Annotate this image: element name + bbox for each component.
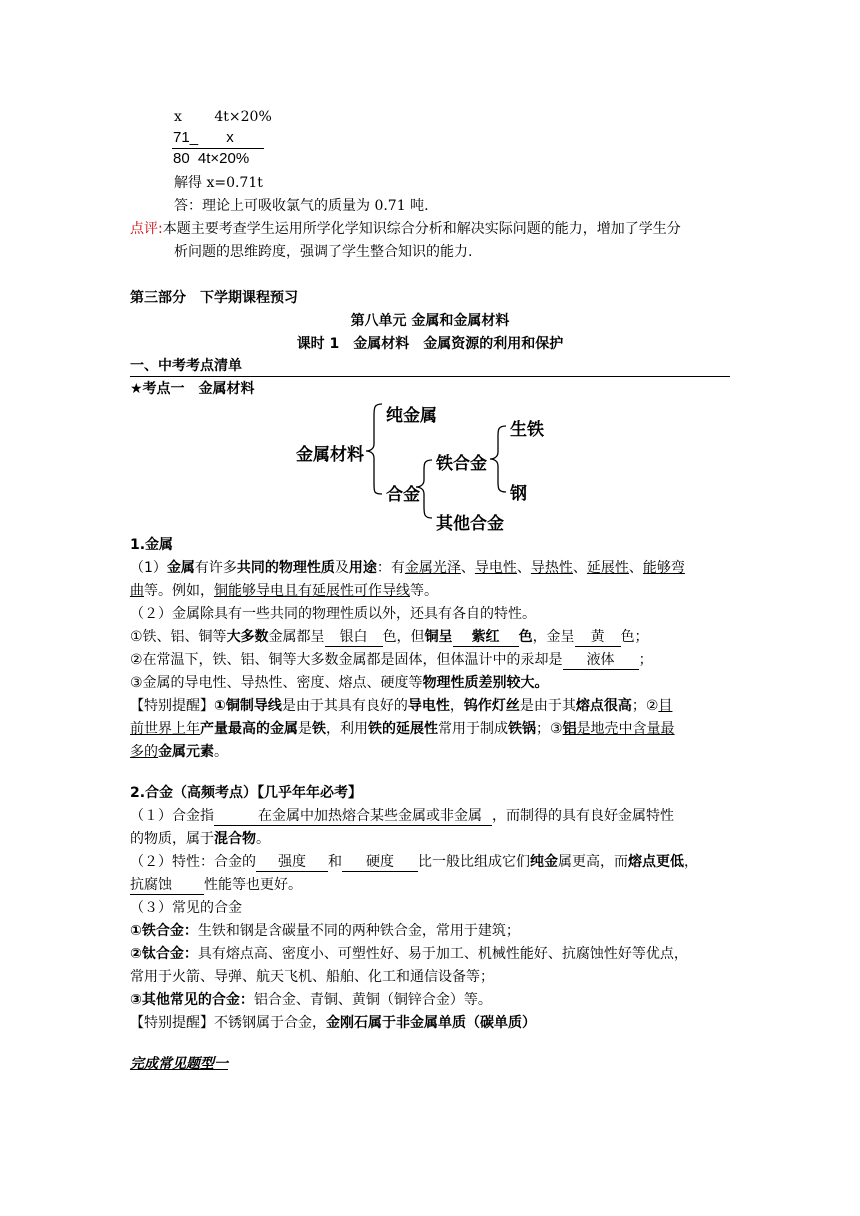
fraction-num-2: x — [226, 129, 234, 146]
alloy-p6: ③其他常见的合金：铝合金、青铜、黄铜（铜锌合金）等。 — [130, 992, 492, 1008]
metal-heading: 1.金属 — [130, 537, 174, 553]
metal-p3: ①铁、铝、铜等大多数金属都呈 银白 色，但铜呈 紫红 色，金呈 黄 色； — [130, 629, 649, 645]
metal-material-diagram — [290, 396, 560, 536]
metal-p5: ③金属的导电性、导热性、密度、熔点、硬度等物理性质差别较大。 — [130, 675, 549, 691]
diagram-pig-iron: 生铁 — [510, 420, 544, 440]
diagram-iron-alloy: 铁合金 — [436, 454, 487, 474]
fraction-num-1: 71 — [173, 129, 190, 146]
lesson-title: 课时 1 金属材料 金属资源的利用和保护 — [296, 336, 564, 352]
point-heading: ★考点一 金属材料 — [130, 381, 255, 397]
diagram-root: 金属材料 — [296, 445, 364, 465]
comment-line-2: 析问题的思维跨度，强调了学生整合知识的能力. — [174, 244, 473, 260]
unit-title: 第八单元 金属和金属材料 — [350, 313, 510, 329]
calc-row — [174, 107, 272, 127]
alloy-p1-line2: 的物质，属于混合物。 — [130, 831, 270, 847]
metal-tip-line3: 多的金属元素。 — [130, 744, 228, 760]
solve-line: 解得 x=0.71t — [174, 175, 263, 191]
alloy-tip: 【特别提醒】不锈钢属于合金，金刚石属于非金属单质（碳单质） — [130, 1015, 536, 1031]
alloy-p3: （３）常见的合金 — [130, 900, 242, 916]
alloy-p4: ①铁合金：生铁和钢是含碳量不同的两种铁合金，常用于建筑； — [130, 923, 520, 939]
section-heading: 一、中考考点清单 — [130, 358, 242, 374]
practice-heading: 完成常见题型一 — [130, 1056, 228, 1072]
answer-line: 答：理论上可吸收氯气的质量为 0.71 吨. — [174, 198, 429, 214]
metal-tip-line1: 【特别提醒】①铜制导线是由于其具有良好的导电性，钨作灯丝是由于其熔点很高；②目 — [130, 698, 673, 714]
metal-p1-line1: （1）金属有许多共同的物理性质及用途：有金属光泽、导电性、导热性、延展性、能够弯 — [130, 560, 685, 576]
metal-p4: ②在常温下，铁、铝、铜等大多数金属都是固体，但体温计中的汞却是 液体 ； — [130, 652, 653, 668]
diagram-pure-metal: 纯金属 — [386, 406, 437, 426]
calc-value: 4t×20% — [214, 109, 272, 125]
metal-p2: （２）金属除具有一些共同的物理性质以外，还具有各自的特性。 — [130, 606, 536, 622]
alloy-p2-line1: （２）特性：合金的 强度 和 硬度 比一般比组成它们纯金属更高，而熔点更低， — [130, 854, 698, 870]
comment-label: 点评: — [130, 221, 163, 237]
diagram-steel: 钢 — [510, 484, 527, 504]
alloy-p2-line2: 抗腐蚀 性能等也更好。 — [130, 877, 302, 893]
metal-tip-line2: 前世界上年产量最高的金属是铁，利用铁的延展性常用于制成铁锅；③铝是地壳中含量最 — [130, 721, 675, 737]
diagram-alloy: 合金 — [386, 485, 420, 505]
calc-x: x — [174, 109, 182, 125]
alloy-p1-line1: （１）合金指 在金属中加热熔合某些金属或非金属 ，而制得的具有良好金属特性 — [130, 808, 674, 824]
alloy-heading: 2.合金（高频考点）【几乎年年必考】 — [130, 785, 363, 801]
part-title: 第三部分 下学期课程预习 — [130, 290, 298, 306]
alloy-p5-line1: ②钛合金：具有熔点高、密度小、可塑性好、易于加工、机械性能好、抗腐蚀性好等优点， — [130, 946, 688, 962]
fraction-den-2: 4t×20% — [197, 150, 250, 167]
section-rule — [130, 376, 730, 377]
metal-p1-line2: 曲等。例如，铜能够导电且有延展性可作导线等。 — [130, 583, 438, 599]
diagram-other-alloy: 其他合金 — [436, 514, 504, 534]
comment-line-1: 点评:本题主要考查学生运用所学化学知识综合分析和解决实际问题的能力，增加了学生分 — [130, 221, 681, 237]
fraction-den-1: 80 — [173, 150, 190, 167]
alloy-p5-line2: 常用于火箭、导弹、航天飞机、船舶、化工和通信设备等； — [130, 969, 494, 985]
